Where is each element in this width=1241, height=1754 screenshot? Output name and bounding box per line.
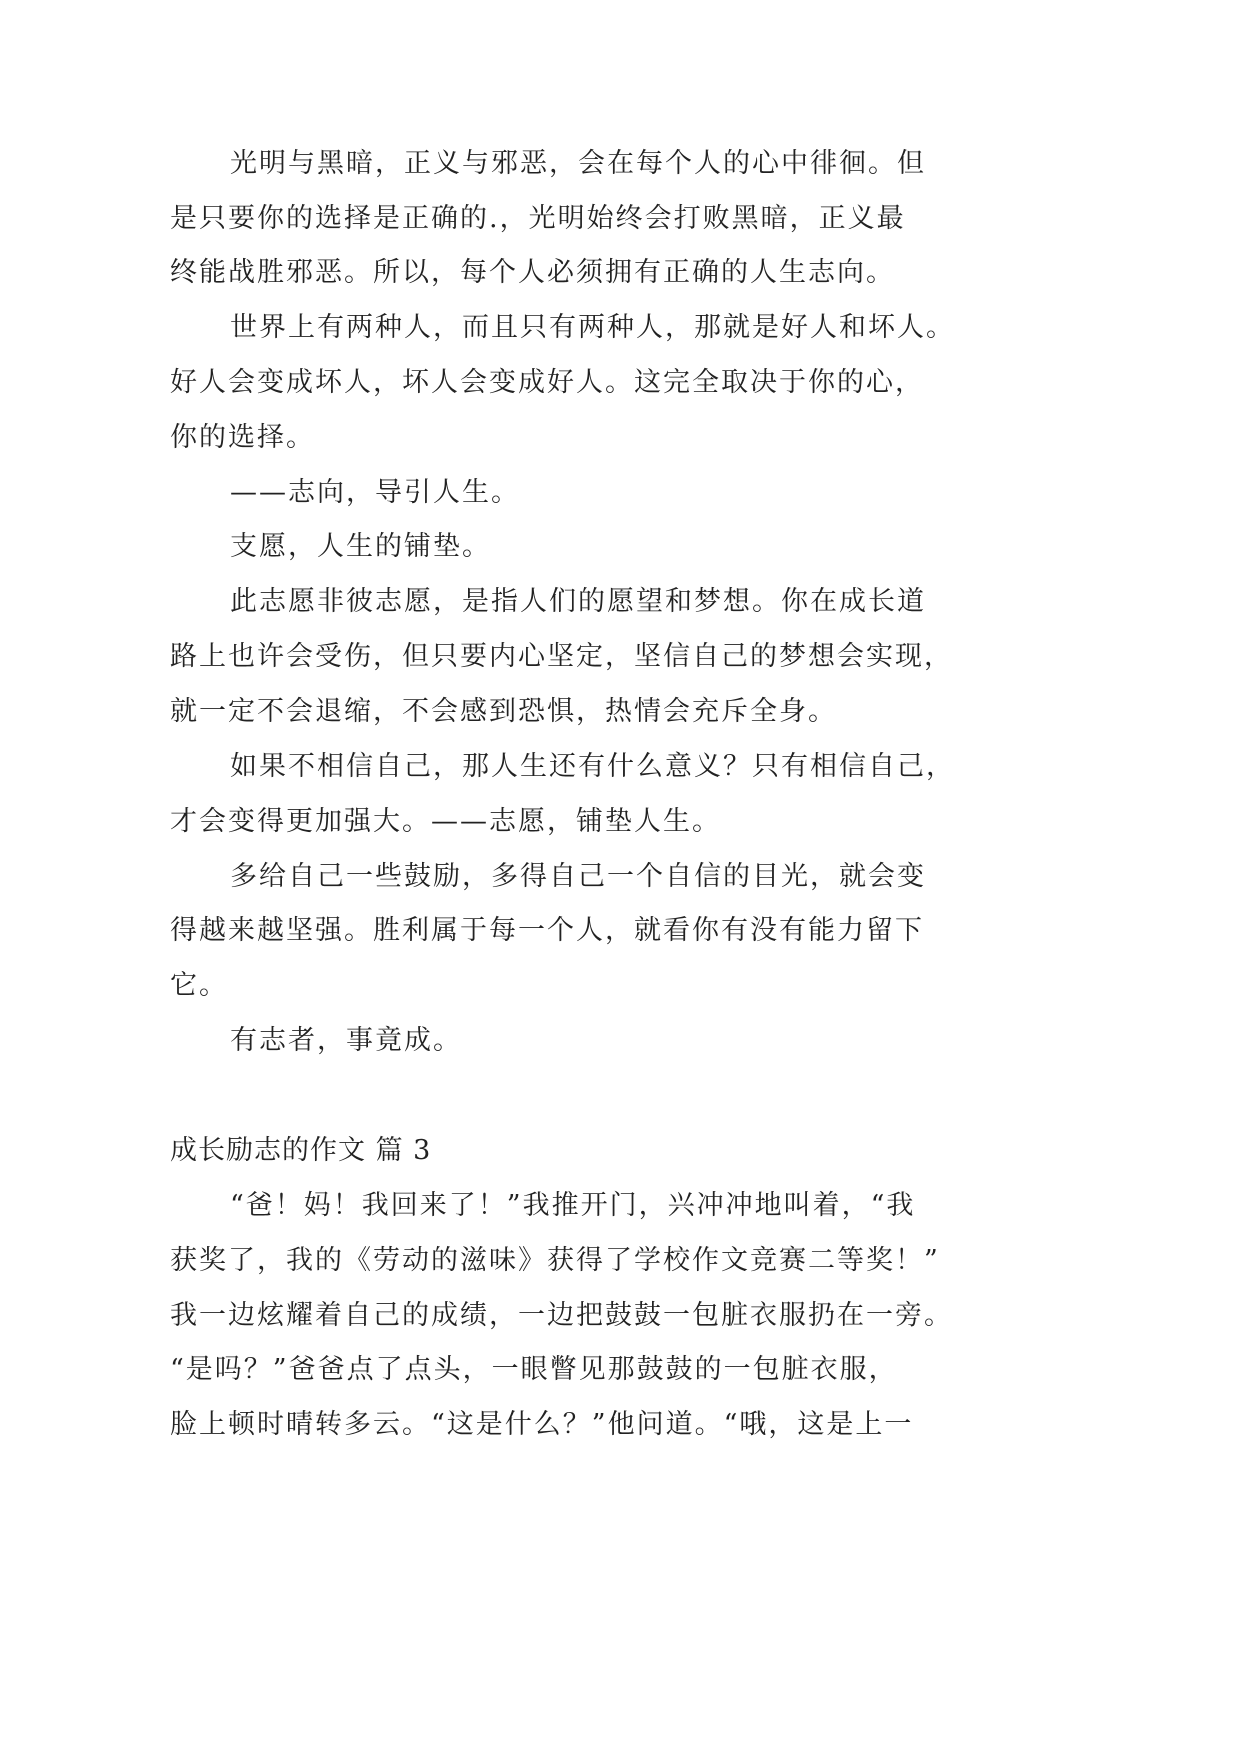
text-line: 支愿，人生的铺垫。 [230, 531, 491, 562]
text-line: “是吗？”爸爸点了点头，一眼瞥见那鼓鼓的一包脏衣服， [170, 1354, 898, 1385]
text-line: 得越来越坚强。胜利属于每一个人，就看你有没有能力留下 [170, 915, 924, 946]
text-line: 才会变得更加强大。——志愿，铺垫人生。 [170, 806, 721, 837]
text-line: ——志向，导引人生。 [230, 477, 520, 508]
text-line: 此志愿非彼志愿，是指人们的愿望和梦想。你在成长道 [230, 586, 926, 617]
text-line: 路上也许会受伤，但只要内心坚定，坚信自己的梦想会实现， [170, 641, 953, 672]
text-line: 多给自己一些鼓励，多得自己一个自信的目光，就会变 [230, 861, 926, 892]
text-line: 有志者，事竟成。 [230, 1025, 462, 1056]
text-line: 你的选择。 [170, 422, 315, 453]
text-line: 它。 [170, 970, 228, 1001]
text-line: 如果不相信自己，那人生还有什么意义？只有相信自己， [230, 751, 955, 782]
text-line: 获奖了，我的《劳动的滋味》获得了学校作文竞赛二等奖！” [170, 1245, 940, 1276]
text-line: “爸！妈！我回来了！”我推开门，兴冲冲地叫着，“我 [230, 1190, 916, 1221]
section-heading: 成长励志的作文 篇 3 [170, 1135, 432, 1166]
text-line: 脸上顿时晴转多云。“这是什么？”他问道。“哦，这是上一 [170, 1409, 914, 1440]
text-line: 世界上有两种人，而且只有两种人，那就是好人和坏人。 [230, 312, 955, 343]
text-line: 好人会变成坏人，坏人会变成好人。这完全取决于你的心， [170, 367, 924, 398]
text-line: 终能战胜邪恶。所以，每个人必须拥有正确的人生志向。 [170, 257, 895, 288]
text-line: 我一边炫耀着自己的成绩，一边把鼓鼓一包脏衣服扔在一旁。 [170, 1300, 953, 1331]
text-line: 是只要你的选择是正确的.，光明始终会打败黑暗，正义最 [170, 203, 906, 234]
text-line: 就一定不会退缩，不会感到恐惧，热情会充斥全身。 [170, 696, 837, 727]
text-line: 光明与黑暗，正义与邪恶，会在每个人的心中徘徊。但 [230, 148, 926, 179]
